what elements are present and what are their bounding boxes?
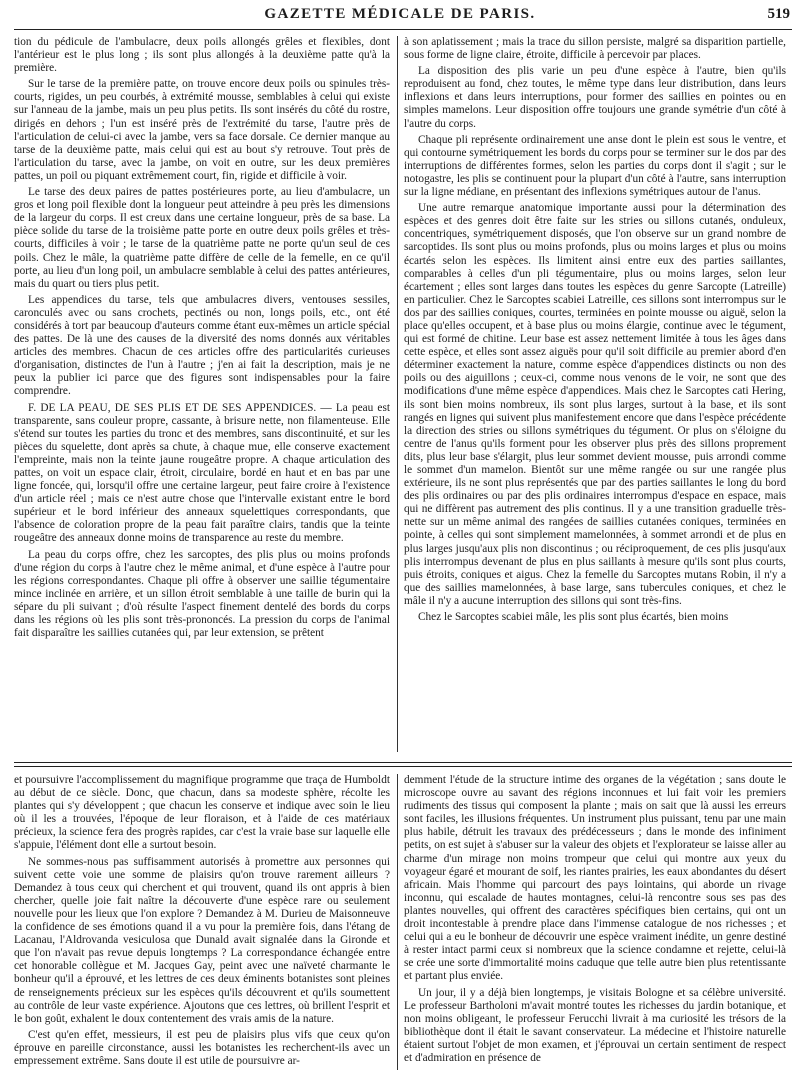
- paragraph: Un jour, il y a déjà bien longtemps, je visitais Bologne et sa célèbre université. Le professeur Bartholoni m'avait montré toutes les richesses du jardin botanique, et non moins obligeant, le professeur Ferucchi livrait à ma curiosité les trésors de la bibliothèque dont il était le savant conservateur. La médecine et l'histoire naturelle étaient surtout l'objet de mon examen, et j'éprouvai un certain sentiment de respect et d'admiration en présence de: [404, 986, 786, 1064]
- paragraph: Une autre remarque anatomique importante aussi pour la détermination des espèces et des genres doit être faite sur les stries ou sillons cutanés, onduleux, concentriques, symétriquement disposés, que l'on observe sur un grand nombre de sarcoptides. Ils sont plus ou moins profonds, plus ou moins larges et plus ou moins écartés selon les espèces. Ils limitent ainsi entre eux des parties saillantes, comparables à celles d'un pli tégumentaire, plus ou moins larges, selon leur écartement ; elles sont larges dans toutes les espèces du genre Sarcopte (Latreille) en particulier. Chez le Sarcoptes scabiei Latreille, ces sillons sont interrompus sur le dos par des saillies coniques, courtes, terminées en pointe mousse ou aiguë, selon la place qu'elles occupent, et à base plus ou moins élargie, continue avec le tégument, qui est formé de chitine. Leur base est assez nettement limitée à tous les âges dans cette espèce, et elles sont assez aiguës pour qu'il soit difficile au premier abord d'en déterminer exactement la nature, comme espèce d'appendices distincts ou non des poils ou des aiguillons ; ceux-ci, comme nous venons de le voir, ne sont que des modifications d'une même espèce d'appendices. Mais chez le Sarcoptes cati Hering, ils sont bien moins nombreux, ils sont plus larges, surtout à la base, et ils sont rangés en lignes qui suivent plus manifestement encore que dans l'espèce précédente la direction des stries ou sillons symétriques du tégument. Or plus on s'éloigne du centre de l'anus qu'ils forment pour les observer plus près des sillons proprement dits, plus leur base s'élargit, plus leur sommet devient mousse, puis arrondi comme le sommet d'un mamelon. Bientôt sur une même rangée ou sur une rangée plus extérieure, ils ne sont plus représentés que par des parties saillantes le long du bord des plis ordinaires ou par des plis ordinaires interrompus d'espace en espace, mais qui ne diffèrent pas autrement des plis continus. Il y a une transition graduelle très-nette sur un même animal des rangées de saillies cutanées coniques, terminées en pointe, à celles qui sont simplement mamelonnées, à sommet arrondi et de plus en plus larges jusqu'aux plis non discontinus ; ou réciproquement, de ces plis jusqu'aux plis interrompus devenant de plus en plus saillants à mesure qu'ils sont plus courts, puis étroits, coniques et aigus. Chez la femelle du Sarcoptes mutans Robin, il n'y a que des saillies mamelonnées, à base large, sans tubercules coniques, et chez le mâle il n'y a aucune interruption des sillons qui sont très-fins.: [404, 202, 786, 607]
- paragraph: Le tarse des deux paires de pattes postérieures porte, au lieu d'ambulacre, un gros et long poil flexible dont la longueur peut atteindre à peu près les dimensions de la largeur du corps. Il est creux dans une certaine longueur, près de sa base. La pièce solide du tarse de la troisième patte porte en outre deux poils grêles et très-courts, difficiles à voir ; le tarse de la quatrième patte ne porte qu'un seul de ces poils. Chez le mâle, la quatrième patte diffère de celle de la femelle, en ce qu'il porte, au lieu d'un long poil, un ambulacre semblable à celui des pattes antérieures, mais du quart ou tiers plus petit.: [14, 186, 390, 290]
- page-header: [0, 6, 800, 28]
- paragraph: tion du pédicule de l'ambulacre, deux poils allongés grêles et flexibles, dont l'antérieur est le plus long ; ils sont plus allongés à la deuxième patte qu'à la première.: [14, 36, 390, 75]
- paragraph: Chaque pli représente ordinairement une anse dont le plein est sous le ventre, et qui contourne symétriquement les bords du corps pour se terminer sur le dos par des interruptions de différentes formes, selon les parties du corps dont il s'agit ; sur le notogastre, les plis se continuent pour la plupart d'un côté à l'autre, sans interruption sur la ligne médiane, en présentant des inflexions symétriques autour de l'anus.: [404, 133, 786, 199]
- paragraph: C'est qu'en effet, messieurs, il est peu de plaisirs plus vifs que ceux qu'on éprouve en pareille circonstance, aussi les botanistes les recherchent-ils avec un empressement extrême. Sans doute il est utile de poursuivre ar-: [14, 1028, 390, 1067]
- bottom-right-column: [404, 774, 786, 1070]
- column-divider: [397, 36, 398, 752]
- paragraph: Chez le Sarcoptes scabiei mâle, les plis sont plus écartés, bien moins: [418, 611, 729, 624]
- page-number: 519: [767, 6, 790, 22]
- paragraph: à son aplatissement ; mais la trace du sillon persiste, malgré sa disparition partielle, sous forme de ligne claire, étroite, difficile à percevoir par places.: [404, 36, 786, 62]
- section-paragraph: F. DE LA PEAU, DE SES PLIS ET DE SES APPENDICES. — La peau est transparente, sans couleur propre, cassante, à brisure nette, non filamenteuse. Elle s'étend sur toutes les parties du tronc et des membres, sans discontinuité, et sur les pièces du squelette, dont après sa chute, à chaque mue, elle conserve exactement l'empreinte, mais non la teinte jaune rougeâtre propre. A chaque articulation des pattes, on voit un espace clair, étroit, circulaire, bordé en haut et en bas par une ligne foncée, qui, lorsqu'il offre une certaine largeur, peut faire croire à l'existence d'un article réel ; mais ce n'est autre chose que l'intervalle existant entre le bord supérieur et le bord inférieur des anneaux squelettiques correspondants, que l'absence de coloration propre de la peau fait paraître clairs, tandis que la teinte rougeâtre des anneaux donne moins de transparence au reste du membre.: [14, 401, 390, 545]
- paragraph: Sur le tarse de la première patte, on trouve encore deux poils ou spinules très-courts, rigides, un peu courbés, à extrémité mousse, semblables à celui qui existe sur l'anneau de la jambe, mais un peu plus petits. Ils sont insérés du côté du rostre, dirigés en dehors ; l'un est inséré près de l'extrémité du tarse, l'autre près de l'articulation de celui-ci avec la jambe, vers sa face dorsale. Ce dernier manque au tarse de la deuxième patte, mais celui qui est au bout s'y retrouve. Tout près de l'articulation du tarse, avec la jambe, on voit en outre, sur les deux premières pattes, un poil ou piquant extrêmement court, fin, rigide et difficile à voir.: [14, 78, 390, 182]
- paragraph: La peau du corps offre, chez les sarcoptes, des plis plus ou moins profonds d'une région du corps à l'autre chez le même animal, et d'une espèce à l'autre pour les régions correspondantes. Chaque pli offre à observer une saillie tégumentaire mince inclinée en arrière, et un sillon étroit semblable à une taille de burin qui la sépare du pli suivant ; d'où résulte l'aspect finement dentelé des bords du corps dans les régions où les plis sont très-prononcés. La pression du corps de l'animal fait disparaître les saillies cutanées qui, par leur extension, se prêtent: [14, 548, 390, 640]
- top-left-column: [14, 36, 390, 756]
- journal-title: GAZETTE MÉDICALE DE PARIS.: [264, 6, 536, 22]
- column-divider-bottom: [397, 774, 398, 1070]
- paragraph: La disposition des plis varie un peu d'une espèce à l'autre, bien qu'ils reproduisent au fond, chez toutes, le même type dans leur distribution, dans leurs inflexions et dans leurs interruptions, pour former des saillies en pointes ou en simples mamelons. Leur disposition offre toujours une grande symétrie d'un côté à l'autre du corps.: [404, 65, 786, 130]
- section-rule-double: [14, 766, 792, 767]
- bottom-left-column: [14, 774, 390, 1070]
- paragraph: et poursuivre l'accomplissement du magnifique programme que traça de Humboldt au début de ce siècle. Donc, que chacun, dans sa modeste sphère, récolte les plantes qui s'y développent ; que chacun les conserve et indique avec soin le lieu où il les a trouvées, l'époque de leur floraison, et à l'aide de ces matériaux précieux, la science fera des progrès rapides, car c'est la vraie base sur laquelle elle s'appuie, l'élément dont elle a surtout besoin.: [14, 774, 390, 852]
- header-rule: [14, 29, 792, 30]
- paragraph: Les appendices du tarse, tels que ambulacres divers, ventouses sessiles, caronculés avec ou sans crochets, pectinés ou non, longs poils, etc., ont été considérés à tort par beaucoup d'auteurs comme étant eux-mêmes un article spécial des pattes. De là une des causes de la diversité des noms donnés aux véritables articles des membres. Chacun de ces articles offre des particularités curieuses d'organisation, distinctes de l'un à l'autre ; j'en ai fait la description, mais je ne peux la publier ici parce que des figures sont indispensables pour la faire comprendre.: [14, 293, 390, 398]
- paragraph: demment l'étude de la structure intime des organes de la végétation ; sans doute le microscope ouvre au savant des régions inconnues et lui fait voir les premiers rudiments des tissus qui composent la plante ; mais on sait que là aussi les erreurs sont faciles, les illusions fréquentes. Un instrument plus puissant, tenu par une main plus habile, détruit les travaux des prédécesseurs ; dans le monde des infiniment petits, on est sujet à s'abuser sur la valeur des objets et l'explorateur se laisse aller au charme d'un mirage non moins trompeur que celui qui montre aux yeux du voyageur égaré et mourant de soif, les riantes prairies, les eaux abondantes du désert africain. Mais l'homme qui parcourt des pays lointains, qui aborde un rivage inconnu, qui escalade de hautes montagnes, celui-là rencontre sous ses pas des plantes nouvelles, qui offrent des caractères spécifiques bien certains, qui ont un droit incontestable à prendre place dans l'immense catalogue de nos richesses ; et celui qui a eu le bonheur de découvrir une espèce vraiment inédite, un genre destiné à rester intact parmi ceux si nombreux que la science condamne et rejette, celui-là se crée une sorte d'immortalité moins caduque que telle autre bien plus retentissante et partant plus enviée.: [404, 774, 786, 983]
- section-rule: [14, 762, 792, 763]
- paragraph: Ne sommes-nous pas suffisamment autorisés à promettre aux personnes qui suivent cette voie une somme de plaisirs qu'on trouve rarement ailleurs ? Demandez à tous ceux qui cherchent et qui trouvent, quand ils ont appris à bien chercher, quelle joie fait naître la découverte d'une espèce rare ou seulement nouvelle pour les lieux que l'on explore ? Demandez à M. Durieu de Maisonneuve la confidence de ses émotions quand il a vu pour la première fois, dans l'étang de Lacanau, l'Aldrovanda vesiculosa que Dunald avait signalée dans la Gironde et que l'on n'avait pas revue depuis longtemps ? La correspondance échangée entre cet honorable collègue et M. Jacques Gay, peint avec une naïveté charmante le bonheur qu'il a éprouvé, et les lettres de ces deux éminents botanistes sont pleines de renseignements précieux sur les espèces qu'ils découvrent et qu'ils soumettent au contrôle de leur vaste expérience. Ajoutons que ces lettres, où brillent l'esprit et le bon goût, exhalent le doux contentement des vrais amis de la nature.: [14, 855, 390, 1025]
- top-right-column: [404, 36, 786, 756]
